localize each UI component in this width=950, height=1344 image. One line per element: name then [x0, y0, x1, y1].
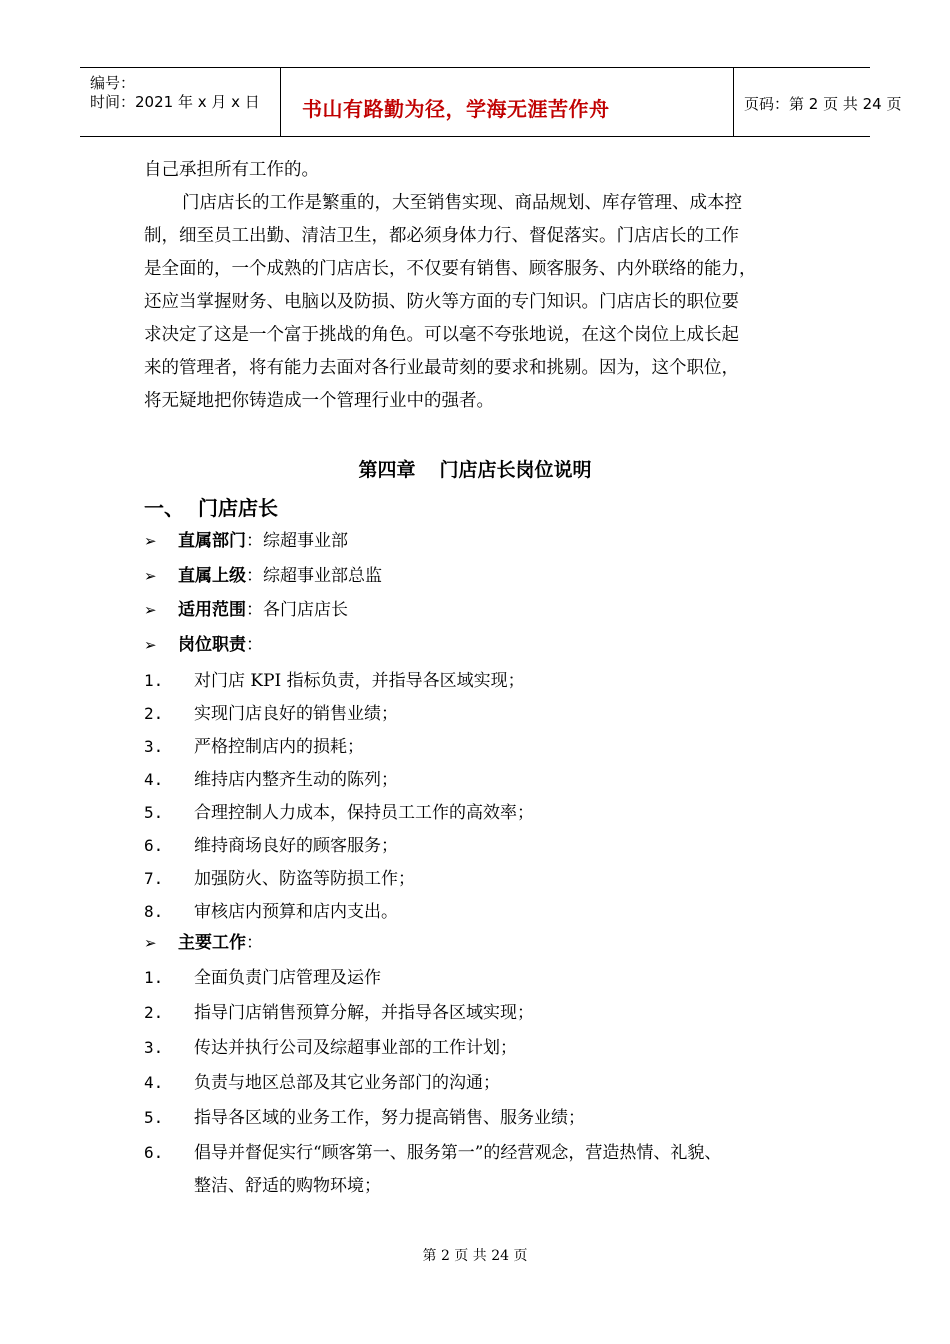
list-item: [144, 867, 415, 891]
header-page-cell: [734, 68, 902, 136]
list-item: [144, 1141, 721, 1165]
paragraph-line: 门店店长的工作是繁重的，大至销售实现、商品规划、库存管理、成本控: [182, 193, 742, 213]
list-number: 7.: [144, 869, 164, 888]
document-header: [80, 67, 902, 137]
list-item: [144, 735, 364, 759]
list-text: 维持店内整齐生动的陈列；: [194, 770, 398, 790]
section-number: 一、: [144, 496, 184, 520]
list-number: 5.: [144, 803, 164, 822]
chapter-heading: [0, 455, 950, 482]
bullet-item: [144, 598, 348, 622]
paragraph-line: 来的管理者，将有能力去面对各行业最苛刻的要求和挑剔。因为，这个职位，: [144, 358, 739, 378]
section-heading: [144, 492, 278, 521]
list-text: 严格控制店内的损耗；: [194, 737, 364, 757]
list-number: 2.: [144, 1003, 164, 1022]
list-number: 1.: [144, 968, 164, 987]
paragraph-line: 求决定了这是一个富于挑战的角色。可以毫不夸张地说，在这个岗位上成长起: [144, 325, 739, 345]
bullet-item: [144, 529, 348, 553]
bullet-value: ：综超事业部总监: [246, 566, 382, 586]
bullet-item: [144, 564, 382, 588]
page-info: 页码：第 2 页 共 24 页: [744, 95, 902, 113]
list-item: [144, 900, 398, 924]
list-number: 4.: [144, 770, 164, 789]
header-meta-cell: [80, 68, 281, 136]
motto: 书山有路勤为径，学海无涯苦作舟: [302, 97, 610, 121]
number-label: 编号：: [90, 74, 136, 92]
list-item: [144, 669, 525, 693]
list-text: 指导门店销售预算分解，并指导各区域实现；: [194, 1003, 534, 1023]
bullet-item: [144, 633, 263, 657]
paragraph-line: 还应当掌握财务、电脑以及防损、防火等方面的专门知识。门店店长的职位要: [144, 292, 739, 312]
list-text: 对门店 KPI 指标负责，并指导各区域实现；: [194, 671, 525, 691]
section-title: 门店店长: [198, 496, 278, 520]
list-item: [144, 1071, 500, 1095]
list-number: 1.: [144, 671, 164, 690]
list-number: 8.: [144, 902, 164, 921]
bullet-label: 岗位职责: [178, 635, 246, 655]
bullet-item: [144, 931, 263, 955]
bullet-value: ：: [246, 933, 263, 953]
page-footer: 第 2 页 共 24 页: [422, 1248, 528, 1264]
list-text: 实现门店良好的销售业绩；: [194, 704, 398, 724]
list-item: [144, 801, 534, 825]
list-text: 全面负责门店管理及运作: [194, 968, 381, 988]
intro-line: 自己承担所有工作的。: [144, 160, 319, 180]
list-item: [144, 966, 381, 990]
list-number: 3.: [144, 737, 164, 756]
bullet-label: 直属部门: [178, 531, 246, 551]
paragraph-line: 是全面的，一个成熟的门店店长，不仅要有销售、顾客服务、内外联络的能力，: [144, 259, 757, 279]
bullet-value: ：: [246, 635, 263, 655]
arrow-bullet-icon: ➢: [144, 532, 157, 550]
list-item: [144, 1001, 534, 1025]
arrow-bullet-icon: ➢: [144, 601, 157, 619]
list-number: 6.: [144, 1143, 164, 1162]
list-item: [144, 702, 398, 726]
bullet-label: 直属上级: [178, 566, 246, 586]
list-text: 加强防火、防盗等防损工作；: [194, 869, 415, 889]
list-text: 合理控制人力成本，保持员工工作的高效率；: [194, 803, 534, 823]
chapter-title: 门店店长岗位说明: [439, 459, 592, 481]
list-text: 倡导并督促实行“顾客第一、服务第一”的经营观念，营造热情、礼貌、: [194, 1143, 722, 1163]
bullet-label: 适用范围: [178, 600, 246, 620]
list-item: [144, 1106, 585, 1130]
list-text: 维持商场良好的顾客服务；: [194, 836, 398, 856]
list-text: 负责与地区总部及其它业务部门的沟通；: [194, 1073, 500, 1093]
list-number: 3.: [144, 1038, 164, 1057]
list-item: [144, 834, 398, 858]
chapter-number: 第四章: [358, 459, 416, 481]
bullet-label: 主要工作: [178, 933, 246, 953]
arrow-bullet-icon: ➢: [144, 934, 157, 952]
bullet-value: ：综超事业部: [246, 531, 348, 551]
bullet-value: ：各门店店长: [246, 600, 348, 620]
arrow-bullet-icon: ➢: [144, 567, 157, 585]
list-number: 5.: [144, 1108, 164, 1127]
list-item: [144, 768, 398, 792]
list-text: 审核店内预算和店内支出。: [194, 902, 398, 922]
arrow-bullet-icon: ➢: [144, 636, 157, 654]
list-item-continuation: 整洁、舒适的购物环境；: [194, 1176, 381, 1196]
list-text: 传达并执行公司及综超事业部的工作计划；: [194, 1038, 517, 1058]
list-number: 6.: [144, 836, 164, 855]
list-number: 2.: [144, 704, 164, 723]
list-item: [144, 1036, 517, 1060]
paragraph-line: 制，细至员工出勤、清洁卫生，都必须身体力行、督促落实。门店店长的工作: [144, 226, 739, 246]
header-motto-cell: [281, 68, 734, 136]
list-text: 指导各区域的业务工作，努力提高销售、服务业绩；: [194, 1108, 585, 1128]
paragraph-line: 将无疑地把你铸造成一个管理行业中的强者。: [144, 391, 494, 411]
time-label: 时间：2021 年 x 月 x 日: [90, 93, 260, 111]
list-number: 4.: [144, 1073, 164, 1092]
